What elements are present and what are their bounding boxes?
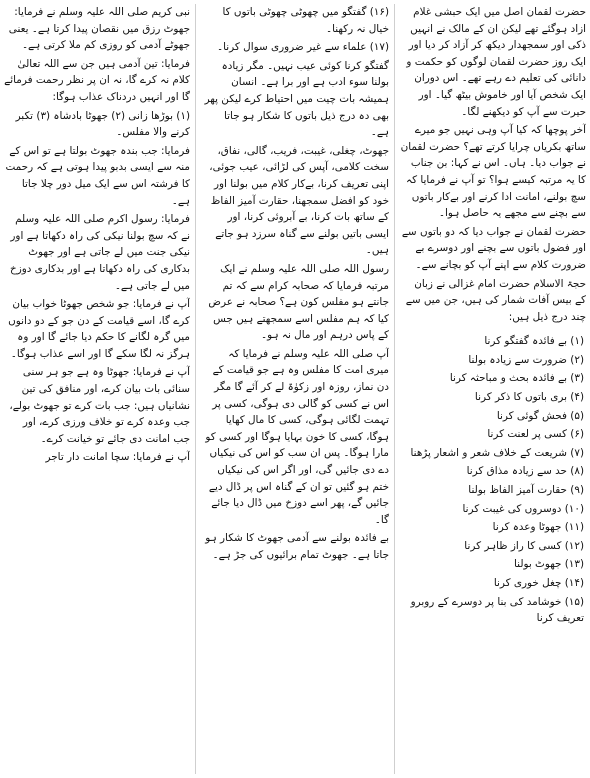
paragraph: فرمایا: رسول اکرم صلی اللہ علیہ وسلم نے کہ سچ بولنا نیکی کی راہ دکھاتا ہے اور نیکی جنت میں لے جاتی ہے اور جھوٹ بدکاری کی راہ دکھاتا ہے اور بدکاری دوزخ میں لے جاتی ہے۔ <box>10 213 190 292</box>
paragraph: فرمایا: جب بندہ جھوٹ بولتا ہے تو اس کے منہ سے ایسی بدبو پیدا ہوتی ہے کہ رحمت کا فرشتہ اس سے ایک میل دور چلا جاتا ہے۔ <box>5 144 190 207</box>
list-item: (۱۴) چغل خوری کرنا <box>493 577 584 589</box>
document-page <box>4 4 586 774</box>
paragraph: بے فائدہ بولنے سے آدمی جھوٹ کا شکار ہو جاتا ہے۔ جھوٹ تمام برائیوں کی جڑ ہے۔ <box>205 532 389 561</box>
paragraph: نبی کریم صلی اللہ علیہ وسلم نے فرمایا: جھوٹ رزق میں نقصان پیدا کرتا ہے۔ یعنی جھوٹے آدمی کو روزی کم ملا کرتی ہے۔ <box>8 6 190 52</box>
paragraph: رسول اللہ صلی اللہ علیہ وسلم نے ایک مرتبہ فرمایا کہ صحابہ کرام سے کہ تم جانتے ہو مفلس کون ہے؟ صحابہ نے عرض کیا کہ ہم مفلس اسے سمجھتے ہیں جس کے پاس درہم اور مال نہ ہو۔ <box>208 262 389 342</box>
paragraph: (۱۷) علماء سے غیر ضروری سوال کرنا۔ <box>217 41 389 54</box>
paragraph: جھوٹ، چغلی، غیبت، فریب، گالی، نفاق، سخت کلامی، آپس کی لڑائی، عیب جوئی، اپنی تعریف کرنا، بےکار کلام میں بولنا اور خود کو افضل سمجھنا، حقارت آمیز الفاظ کے ساتھ بات کرنا، بے آبروئی کرنا، اور ایسی باتیں بولنے سے گناہ سرزد ہو جاتے ہیں۔ <box>209 144 389 257</box>
list-item: (۹) حقارت آمیز الفاظ بولنا <box>468 484 584 497</box>
list-item: (۸) حد سے زیادہ مذاق کرنا <box>466 465 584 478</box>
list-item: (۱۵) خوشامد کی بنا پر دوسرے کے روبرو تعریف کرنا <box>410 595 584 625</box>
paragraph: حجۃ الاسلام حضرت امام غزالی نے زبان کے بیس آفات شمار کی ہیں، جن میں سے چند درج ذیل ہیں: <box>405 277 586 323</box>
paragraph: آپ نے فرمایا: جھوٹا وہ ہے جو ہر سنی سنائی بات بیان کرے، اور منافق کی تین نشانیاں ہیں: جب بات کرے تو جھوٹ بولے، جب وعدہ کرے تو خلاف ورزی کرے، اور جب امانت دی جائے تو خیانت کرے۔ <box>9 366 190 445</box>
paragraph: حضرت لقمان اصل میں ایک حبشی غلام ازاد ہوگئے تھے لیکن ان کے مالک نے انہیں ذکی اور سمجھدار دیکھ کر آزاد کر دیا اور ایک روز حضرت لقمان لوگوں کو حکمت و دانائی کی تعلیم دے رہے تھے۔ اس دوران ایک شخص آیا اور خاموش بیٹھ گیا۔ اور حیرت سے آپ کو دیکھنے لگا۔ <box>406 6 586 118</box>
text-column-middle <box>203 4 389 774</box>
text-column-left <box>4 4 190 774</box>
list-item: (۷) شریعت کے خلاف شعر و اشعار پڑھنا <box>410 446 584 459</box>
column-divider-left <box>195 4 196 774</box>
list-item: (۳) بے فائدہ بحث و مباحثہ کرنا <box>449 372 584 385</box>
paragraph: آپ نے فرمایا: سچا امانت دار تاجر <box>45 451 190 464</box>
list-item: (۱) بے فائدہ گفتگو کرنا <box>484 335 584 348</box>
list-item: (۱۳) جھوٹ بولنا <box>514 558 584 571</box>
list-item: (۱۲) کسی کا راز ظاہر کرنا <box>464 539 584 552</box>
list-item: (۴) بری باتوں کا ذکر کرنا <box>474 391 584 404</box>
list-item: (۵) فحش گوئی کرنا <box>496 409 584 422</box>
paragraph: آخر پوچھا کہ کیا آپ وہی نہیں جو میرے ساتھ بکریاں چرایا کرتے تھے؟ حضرت لقمان نے جواب دیا۔ ہاں۔ اس نے کہا: بن جناب کا یہ مرتبہ کیسے ہوا؟ تو آپ نے فرمایا کہ سچ بولنے، امانت ادا کرنے اور بےکار باتوں سے بچنے سے مجھے یہ حاصل ہوا۔ <box>400 124 586 220</box>
paragraph: (۱۶) گفتگو میں چھوٹی چھوٹی باتوں کا خیال نہ رکھنا۔ <box>222 6 389 35</box>
paragraph: حضرت لقمان نے جواب دیا کہ دو باتوں سے اور فضول باتوں سے بچنے اور دوسرے بے ضرورت کلام سے اپنے آپ کو بچانے سے۔ <box>401 225 586 271</box>
column-divider-right <box>394 4 395 774</box>
list-item: (۲) ضرورت سے زیادہ بولنا <box>468 353 584 366</box>
list-item: (۱۱) جھوٹا وعدہ کرنا <box>492 521 584 534</box>
list-item: (۱۰) دوسروں کی غیبت کرنا <box>462 502 584 515</box>
text-column-right <box>400 4 586 774</box>
paragraph: (۱) بوڑھا زانی (۲) جھوٹا بادشاہ (۳) تکبر کرنے والا مفلس۔ <box>15 109 190 139</box>
paragraph: گفتگو کرنا کوئی عیب نہیں۔ مگر زیادہ بولنا سوء ادب ہے اور برا ہے۔ انسان ہمیشہ بات چیت میں احتیاط کرے لیکن پھر بھی دہ درج ذیل باتوں کا شکار ہو جاتا ہے۔ <box>204 59 389 139</box>
paragraph: آپ نے فرمایا: جو شخص جھوٹا خواب بیان کرے گا، اسے قیامت کے دن جو کے دو دانوں میں گرہ لگانے کا حکم دیا جائے گا اور وہ ہرگز نہ لگا سکے گا اور اسے عذاب ہوگا۔ <box>8 298 190 360</box>
paragraph: آپ صلی اللہ علیہ وسلم نے فرمایا کہ میری امت کا مفلس وہ ہے جو قیامت کے دن نماز، روزہ اور زکوٰۃ لے کر آئے گا مگر اس نے کسی کو گالی دی ہوگی، کسی پر تہمت لگائی ہوگی، کسی کا مال کھایا ہوگا، کسی کا خون بہایا ہوگا اور کسی کو مارا ہوگا۔ پس ان سب کو اس کی نیکیاں دے دی جائیں گی، اور اگر اس کی نیکیاں ختم ہو گئیں تو ان کے گناہ اس پر ڈال دیے جائیں گے، پھر اسے دوزخ میں ڈال دیا جائے گا۔ <box>205 347 389 526</box>
paragraph: فرمایا: تین آدمی ہیں جن سے اللہ تعالیٰ کلام نہ کرے گا، نہ ان پر نظر رحمت فرمائے گا اور انہیں دردناک عذاب ہوگا: <box>4 57 190 103</box>
list-item: (۶) کسی پر لعنت کرنا <box>487 428 584 441</box>
